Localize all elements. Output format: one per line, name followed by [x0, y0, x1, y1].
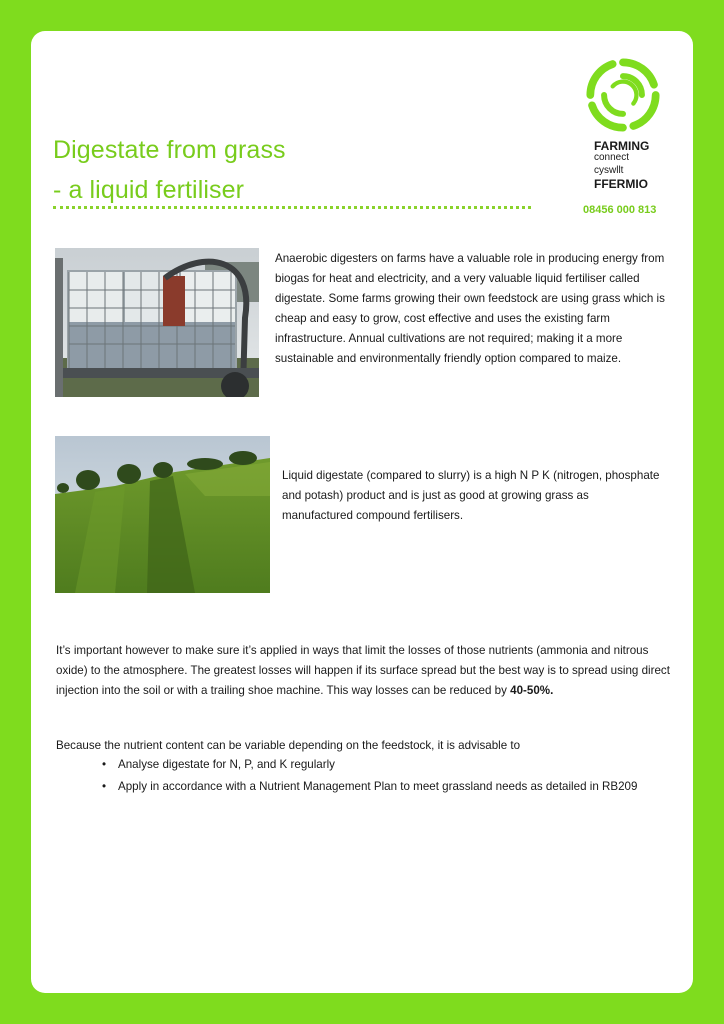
dotted-divider: [53, 206, 531, 209]
advice-paragraph: Because the nutrient content can be variable depending on the feedstock, it is advisable to: [56, 739, 521, 752]
grass-field-photo: [55, 436, 270, 593]
brand-farming: FARMING: [594, 139, 650, 153]
brand-cyswllt: cyswllt: [594, 165, 624, 176]
advice-list: [102, 755, 672, 799]
list-item: • Apply in accordance with a Nutrient Management Plan to meet grassland needs as detailed in RB209: [102, 777, 672, 797]
losses-percentage: 40-50%.: [510, 684, 554, 697]
page-title-line2: - a liquid fertiliser: [53, 176, 245, 204]
phone-number: 08456 000 813: [583, 204, 657, 216]
list-item: • Analyse digestate for N, P, and K regularly: [102, 755, 672, 775]
npk-paragraph: Liquid digestate (compared to slurry) is a high N P K (nitrogen, phosphate and potash) product and is just as good at growing grass as manufactured compound fertilisers.: [282, 469, 660, 522]
brand-ffermio: FFERMIO: [594, 177, 648, 191]
losses-text: It’s important however to make sure it’s applied in ways that limit the losses of those nutrients (ammonia and nitrous oxide) to the atmosphere. The greatest losses will happen if its surface spread but the best way is to spread using direct injection into the soil or with a trailing shoe machine. This way losses can be reduced by: [56, 644, 670, 697]
farming-connect-logo-icon: [580, 52, 666, 138]
intro-paragraph: Anaerobic digesters on farms have a valuable role in producing energy from biogas for heat and electricity, and a very valuable liquid fertiliser called digestate. Some farms growing their own feedstock are using grass which is cheap and easy to grow, cost effective and uses the existing farm infrastructure. Annual cultivations are not required; making it a more sustainable and environmentally friendly option compared to maize.: [275, 252, 665, 365]
page-title-line1: Digestate from grass: [53, 136, 286, 164]
digestate-tanks-photo: [55, 248, 259, 397]
losses-paragraph: [56, 641, 676, 701]
brand-connect: connect: [594, 152, 630, 163]
